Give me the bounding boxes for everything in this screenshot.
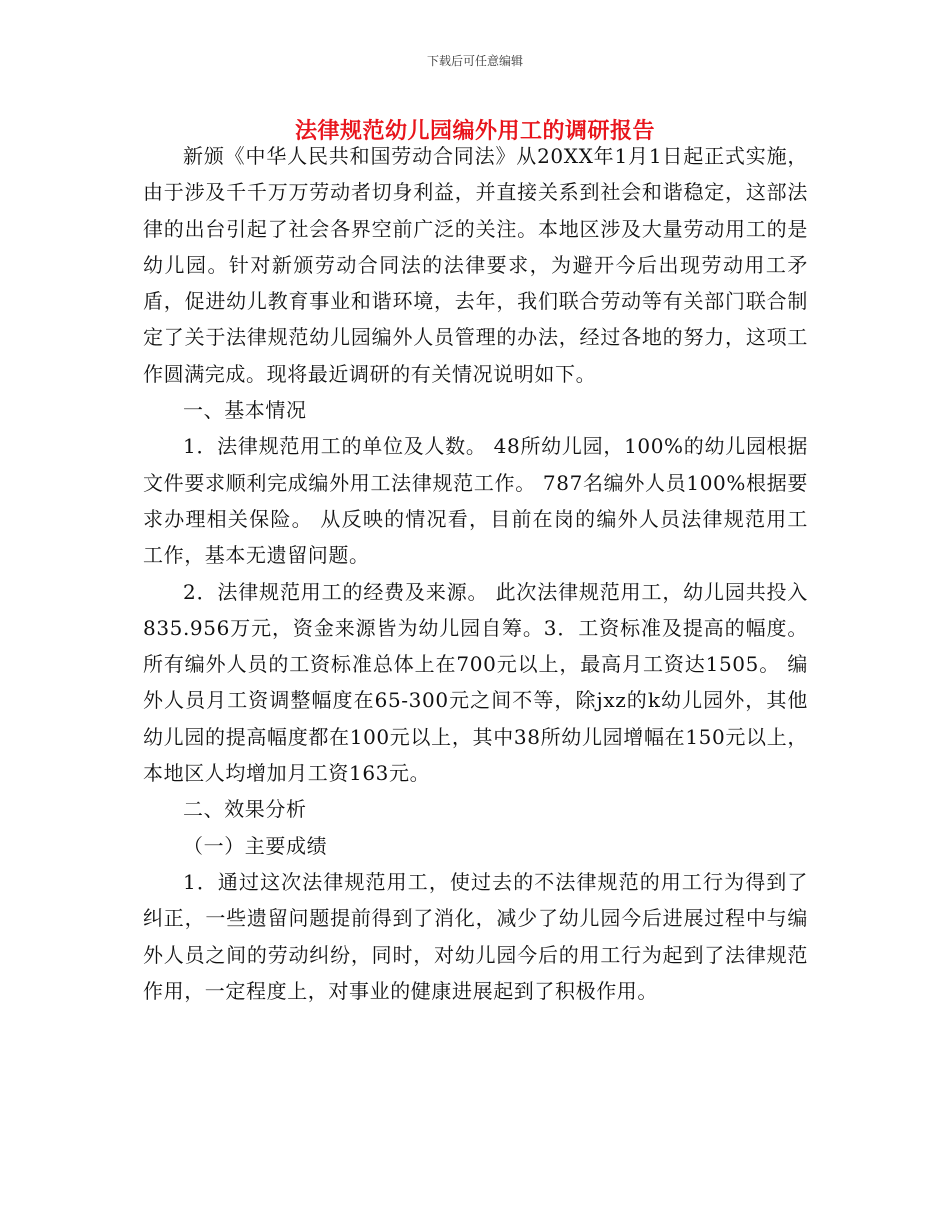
paragraph-achievement-1: 1．通过这次法律规范用工，使过去的不法律规范的用工行为得到了纠正，一些遗留问题提前得到了消化，减少了幼儿园今后进展过程中与编外人员之间的劳动纠纷，同时，对幼儿园今后的用工行为起到了法律规范作用，一定程度上，对事业的健康进展起到了积极作用。 [143, 869, 808, 1003]
section-heading-effect-analysis: 二、效果分析 [183, 797, 307, 822]
document-title: 法律规范幼儿园编外用工的调研报告 [294, 118, 655, 144]
page-header-note: 下载后可任意编辑 [426, 54, 523, 68]
document-body [143, 138, 808, 1009]
paragraph-units-and-headcount: 1．法律规范用工的单位及人数。 48所幼儿园，100%的幼儿园根据文件要求顺利完成编外用工法律规范工作。 787名编外人员100%根据要求办理相关保险。 从反映的情况看，目前在岗的编外人员法律规范用工工作，基本无遗留问题。 [143, 434, 808, 568]
paragraph-intro: 新颁《中华人民共和国劳动合同法》从20XX年1月1日起正式实施，由于涉及千千万万劳动者切身利益，并直接关系到社会和谐稳定，这部法律的出台引起了社会各界空前广泛的关注。本地区涉及大量劳动用工的是幼儿园。针对新颁劳动合同法的法律要求，为避开今后出现劳动用工矛盾，促进幼儿教育事业和谐环境，去年，我们联合劳动等有关部门联合制定了关于法律规范幼儿园编外人员管理的办法，经过各地的努力，这项工作圆满完成。现将最近调研的有关情况说明如下。 [143, 144, 808, 386]
subsection-heading-main-achievements: （一）主要成绩 [183, 833, 328, 858]
section-heading-basic-situation: 一、基本情况 [183, 398, 307, 423]
paragraph-funding-and-wages: 2．法律规范用工的经费及来源。 此次法律规范用工，幼儿园共投入835.956万元，资金来源皆为幼儿园自筹。3．工资标准及提高的幅度。 所有编外人员的工资标准总体上在700元以上，最高月工资达1505。 编外人员月工资调整幅度在65-300元之间不等，除jxz的k幼儿园外，其他幼儿园的提高幅度都在100元以上，其中38所幼儿园增幅在150元以上，本地区人均增加月工资163元。 [143, 579, 808, 786]
